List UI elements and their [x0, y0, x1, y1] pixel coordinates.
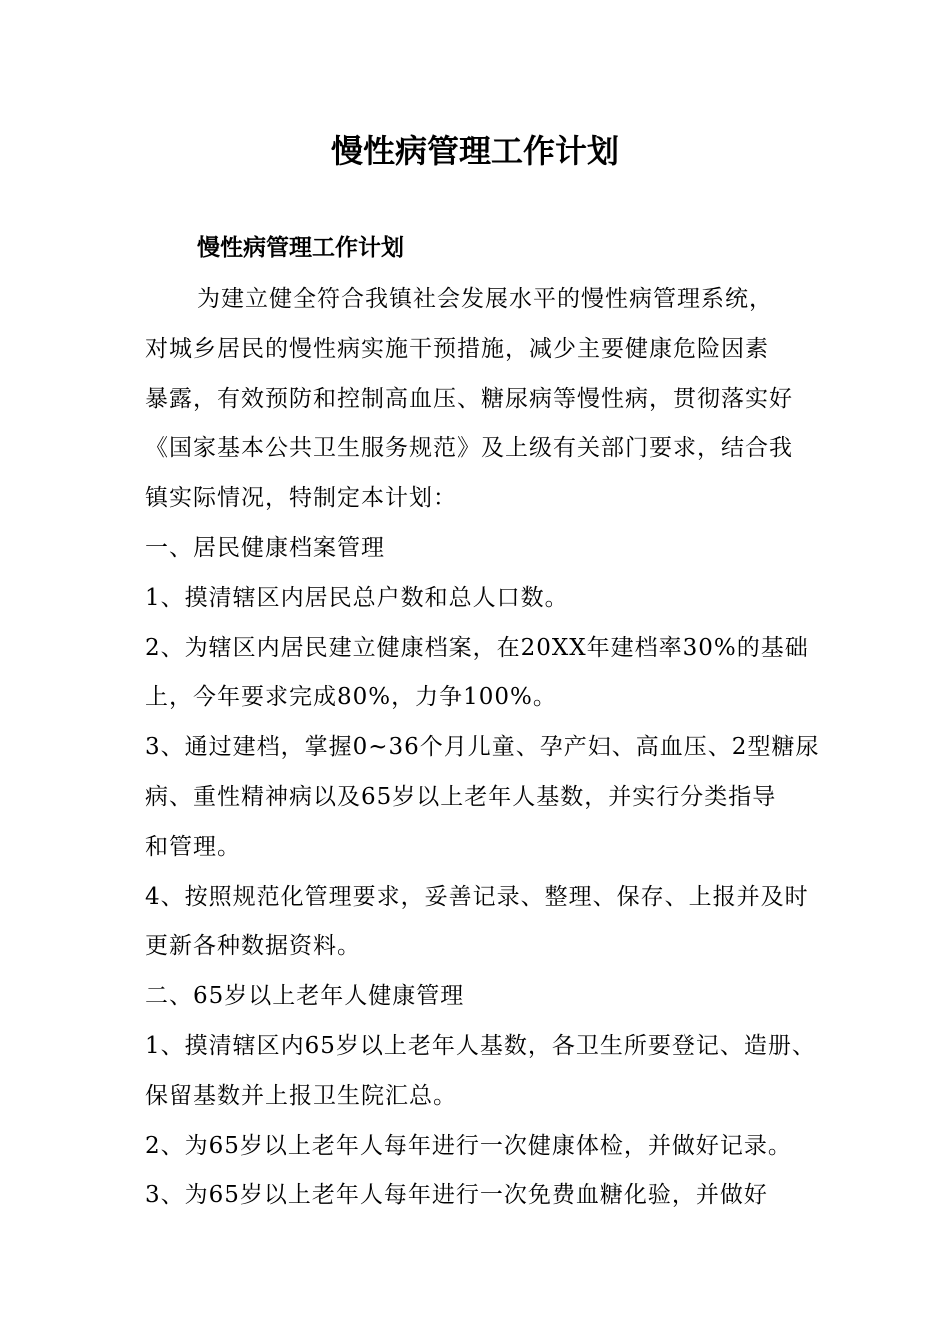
list-item-line: 1、摸清辖区内居民总户数和总人口数。 [145, 584, 569, 611]
list-item-line: 病、重性精神病以及65岁以上老年人基数，并实行分类指导 [145, 783, 777, 810]
paragraph-line: 对城乡居民的慢性病实施干预措施，减少主要健康危险因素 [145, 335, 769, 362]
list-item-line: 保留基数并上报卫生院汇总。 [145, 1082, 457, 1109]
section-heading-line: 一、居民健康档案管理 [145, 534, 385, 561]
list-item-line: 1、摸清辖区内65岁以上老年人基数，各卫生所要登记、造册、 [145, 1032, 816, 1059]
list-item-line: 更新各种数据资料。 [145, 933, 361, 960]
paragraph-line: 为建立健全符合我镇社会发展水平的慢性病管理系统， [197, 286, 773, 312]
list-item-line: 和管理。 [145, 833, 241, 860]
list-item-line: 2、为辖区内居民建立健康档案，在20XX年建档率30%的基础 [145, 634, 809, 661]
paragraph-line: 镇实际情况，特制定本计划： [145, 485, 457, 512]
list-item-line: 2、为65岁以上老年人每年进行一次健康体检，并做好记录。 [145, 1132, 792, 1159]
list-item-line: 上，今年要求完成80%，力争100%。 [145, 684, 557, 711]
section-heading: 慢性病管理工作计划 [197, 235, 404, 261]
paragraph-line: 暴露，有效预防和控制高血压、糖尿病等慢性病，贯彻落实好 [145, 385, 793, 412]
document-body [145, 275, 835, 1221]
list-item-line: 3、通过建档，掌握0~36个月儿童、孕产妇、高血压、2型糖尿 [145, 734, 820, 761]
list-item-line: 3、为65岁以上老年人每年进行一次免费血糖化验，并做好 [145, 1182, 768, 1209]
paragraph-line: 《国家基本公共卫生服务规范》及上级有关部门要求，结合我 [145, 435, 793, 462]
list-item-line: 4、按照规范化管理要求，妥善记录、整理、保存、上报并及时 [145, 883, 809, 910]
document-title: 慢性病管理工作计划 [330, 132, 619, 170]
section-heading-line: 二、65岁以上老年人健康管理 [145, 983, 465, 1010]
